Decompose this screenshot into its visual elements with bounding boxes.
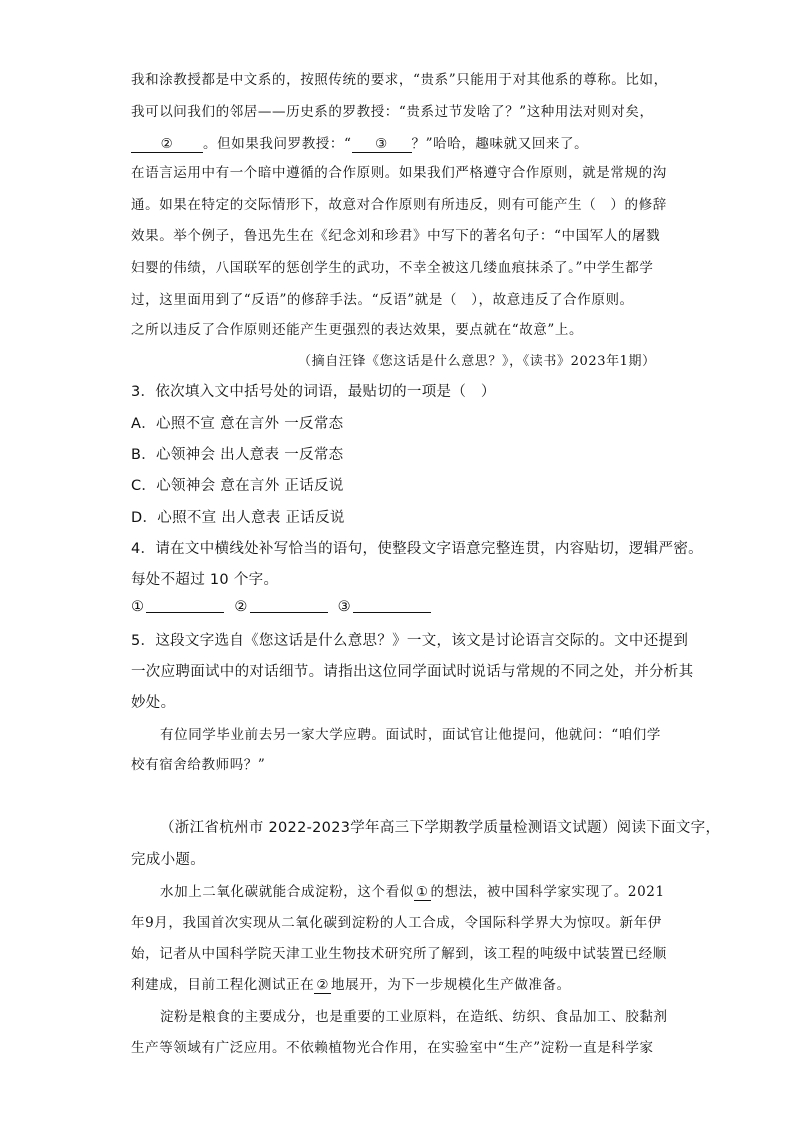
q3-option-a[interactable]: A．心照不宣 意在言外 一反常态 [131,416,344,432]
q4-stem: 4．请在文中横线处补写恰当的语句，使整段文字语意完整连贯，内容贴切，逻辑严密。 [131,541,703,557]
q3-option-b[interactable]: B．心领神会 出人意表 一反常态 [131,447,344,463]
section2-para2-line-2: 生产等领域有广泛应用。不依赖植物光合作用，在实验室中“生产”淀粉一直是科学家 [131,1040,654,1056]
section2-para1-line-1-b: 的想法，被中国科学家实现了。2021 [430,884,665,900]
q3-option-d[interactable]: D．心照不宣 出人意表 正话反说 [131,510,345,526]
section2-para1-line-3: 始，记者从中国科学院天津工业生物技术研究所了解到，该工程的吨级中试装置已经顺 [131,946,667,962]
q4-blank-2[interactable] [250,598,328,613]
q4-stem-2: 每处不超过 10 个字。 [131,572,279,588]
section2-para2-line-1: 淀粉是粮食的主要成分，也是重要的工业原料，在造纸、纺织、食品加工、胶黏剂 [160,1009,668,1025]
passage1-line-8: 过，这里面用到了“反语”的修辞手法。“反语”就是（ ），故意违反了合作原则。 [131,292,634,308]
passage1-line-9: 之所以违反了合作原则还能产生更强烈的表达效果，要点就在“故意”上。 [131,322,584,338]
answer-blank-2[interactable]: ② [131,137,203,153]
section2-para1-line-2: 年9月，我国首次实现从二氧化碳到淀粉的人工合成，令国际科学界大为惊叹。新年伊 [131,915,662,931]
passage1-line-2: 我可以问我们的邻居——历史系的罗教授：“贵系过节发啥了？”这种用法对则对矣， [131,104,654,120]
q4-blank-1[interactable] [146,598,224,613]
section2-para1-line-4-b: 地展开，为下一步规模化生产做准备。 [331,977,571,993]
section2-mark-2: ② [316,977,330,993]
section2-para1-line-4-a: 利建成，目前工程化测试正在 [131,977,315,993]
passage1-line-6: 效果。举个例子，鲁迅先生在《纪念刘和珍君》中写下的著名句子：“中国军人的屠戮 [131,228,661,244]
section2-intro-1: （浙江省杭州市 2022-2023学年高三下学期教学质量检测语文试题）阅读下面文字， [160,820,721,836]
passage1-line-4: 在语言运用中有一个暗中遵循的合作原则。如果我们严格遵守合作原则，就是常规的沟 [131,165,667,181]
section2-intro-2: 完成小题。 [131,852,205,868]
passage1-source: （摘自汪锋《您这话是什么意思？》，《读书》2023年1期） [298,354,656,369]
passage1-line-5: 通。如果在特定的交际情形下，故意对合作原则有所违反，则有可能产生（ ）的修辞 [131,197,667,213]
q3-option-c[interactable]: C．心领神会 意在言外 正话反说 [131,478,344,494]
passage1-line-3 [131,132,588,153]
passage1-line-3-end: ？”哈哈，趣味就又回来了。 [411,136,589,152]
q4-blank-2-label: ② [234,599,248,615]
q4-answer-blanks [131,598,441,615]
passage1-line-1: 我和涂教授都是中文系的，按照传统的要求，“贵系”只能用于对其他系的尊称。比如， [131,72,668,88]
passage1-line-7: 妇婴的伟绩，八国联军的惩创学生的武功，不幸全被这几缕血痕抹杀了。”中学生都学 [131,260,654,276]
passage1-line-3-mid: 。但如果我问罗教授：“ [203,136,352,152]
section2-mark-1: ① [415,884,429,900]
q5-line-1: 5．这段文字选自《您这话是什么意思？》一文，该文是讨论语言交际的。文中还提到 [131,633,689,649]
section2-para1-line-4 [131,973,571,994]
q4-blank-3-label: ③ [337,599,351,615]
q3-stem: 3．依次填入文中括号处的词语，最贴切的一项是（ ） [131,384,496,400]
q5-quote-line-2: 校有宿舍给教师吗？” [131,757,266,773]
q4-blank-3[interactable] [353,598,431,613]
section2-para1-line-1 [160,880,665,901]
answer-blank-3[interactable]: ③ [352,137,412,153]
q5-line-3: 妙处。 [131,695,176,711]
q4-blank-1-label: ① [131,599,145,615]
section2-para1-line-1-a: 水加上二氧化碳就能合成淀粉，这个看似 [160,884,414,900]
q5-line-2: 一次应聘面试中的对话细节。请指出这位同学面试时说话与常规的不同之处，并分析其 [131,664,694,680]
q5-quote-line-1: 有位同学毕业前去另一家大学应聘。面试时，面试官让他提问，他就问：“咱们学 [160,727,662,743]
